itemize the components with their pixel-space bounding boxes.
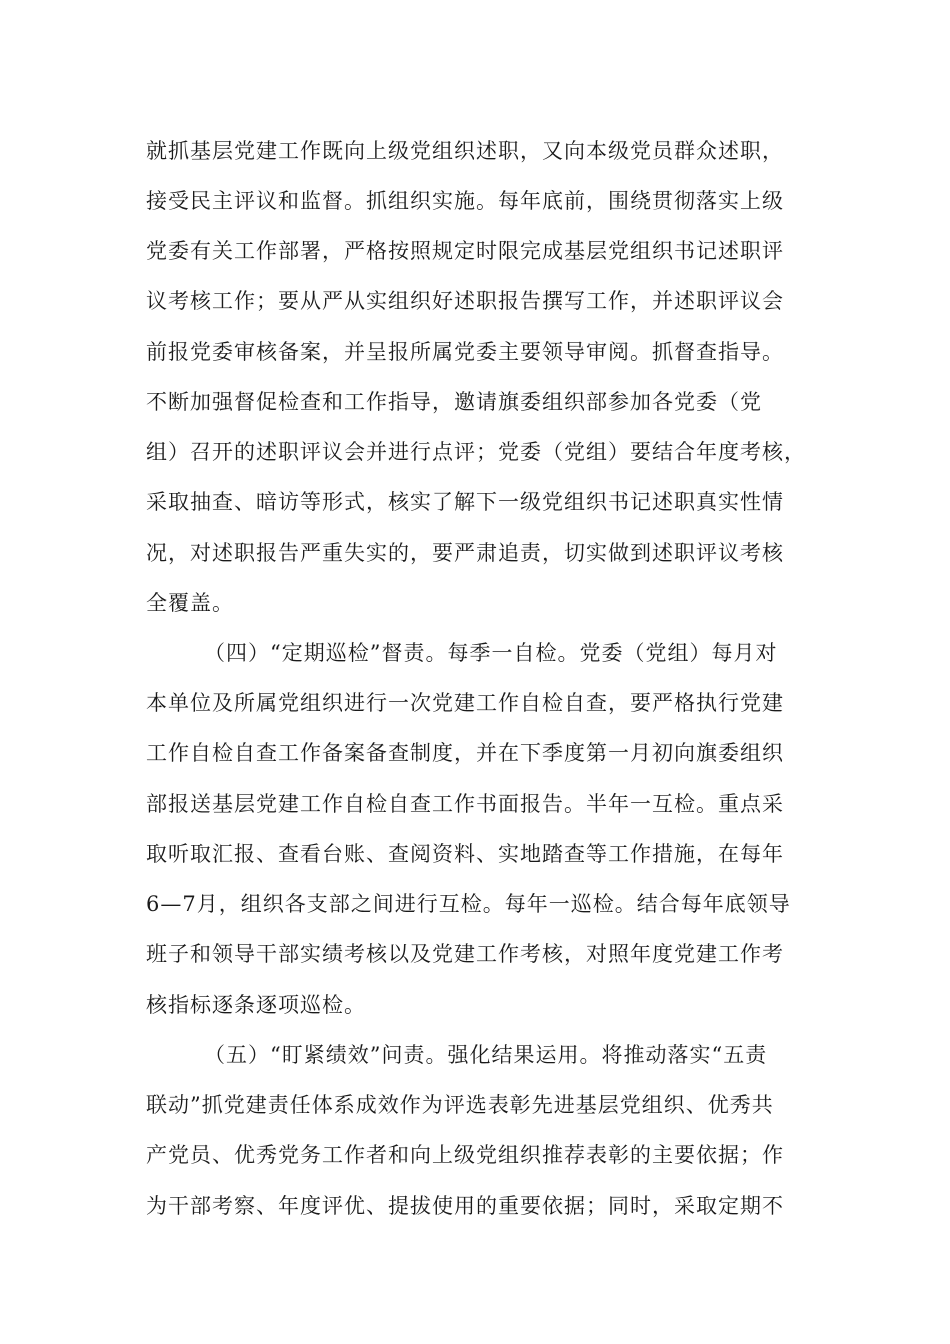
text-line: 就抓基层党建工作既向上级党组织述职，又向本级党员群众述职， [146, 139, 784, 163]
text-line: 为干部考察、年度评优、提拔使用的重要依据；同时，采取定期不 [146, 1194, 784, 1218]
text-line: 全覆盖。 [146, 591, 234, 615]
text-line: 接受民主评议和监督。抓组织实施。每年底前，围绕贯彻落实上级 [146, 189, 784, 213]
text-line: 产党员、优秀党务工作者和向上级党组织推荐表彰的主要依据；作 [146, 1143, 784, 1167]
section-heading-line: （五）“盯紧绩效”问责。强化结果运用。将推动落实“五责 [204, 1043, 768, 1067]
text-line: 部报送基层党建工作自检自查工作书面报告。半年一互检。重点采 [146, 792, 784, 816]
text-line: 党委有关工作部署，严格按照规定时限完成基层党组织书记述职评 [146, 239, 784, 263]
text-line: 况，对述职报告严重失实的，要严肃追责，切实做到述职评议考核 [146, 541, 784, 565]
text-line: 核指标逐条逐项巡检。 [146, 993, 366, 1017]
section-heading-line: （四）“定期巡检”督责。每季一自检。党委（党组）每月对 [204, 641, 778, 665]
text-line: 组）召开的述职评议会并进行点评；党委（党组）要结合年度考核， [146, 440, 806, 464]
text-line: 班子和领导干部实绩考核以及党建工作考核，对照年度党建工作考 [146, 942, 784, 966]
text-line: 本单位及所属党组织进行一次党建工作自检自查，要严格执行党建 [146, 691, 784, 715]
text-line: 前报党委审核备案，并呈报所属党委主要领导审阅。抓督查指导。 [146, 340, 784, 364]
text-line: 6—7月，组织各支部之间进行互检。每年一巡检。结合每年底领导 [146, 892, 791, 916]
text-line: 联动”抓党建责任体系成效作为评选表彰先进基层党组织、优秀共 [146, 1093, 774, 1117]
text-line: 不断加强督促检查和工作指导，邀请旗委组织部参加各党委（党 [146, 390, 762, 414]
text-line: 取听取汇报、查看台账、查阅资料、实地踏查等工作措施，在每年 [146, 842, 784, 866]
text-line: 采取抽查、暗访等形式，核实了解下一级党组织书记述职真实性情 [146, 490, 784, 514]
text-line: 工作自检自查工作备案备查制度，并在下季度第一月初向旗委组织 [146, 741, 784, 765]
text-line: 议考核工作；要从严从实组织好述职报告撰写工作，并述职评议会 [146, 289, 784, 313]
